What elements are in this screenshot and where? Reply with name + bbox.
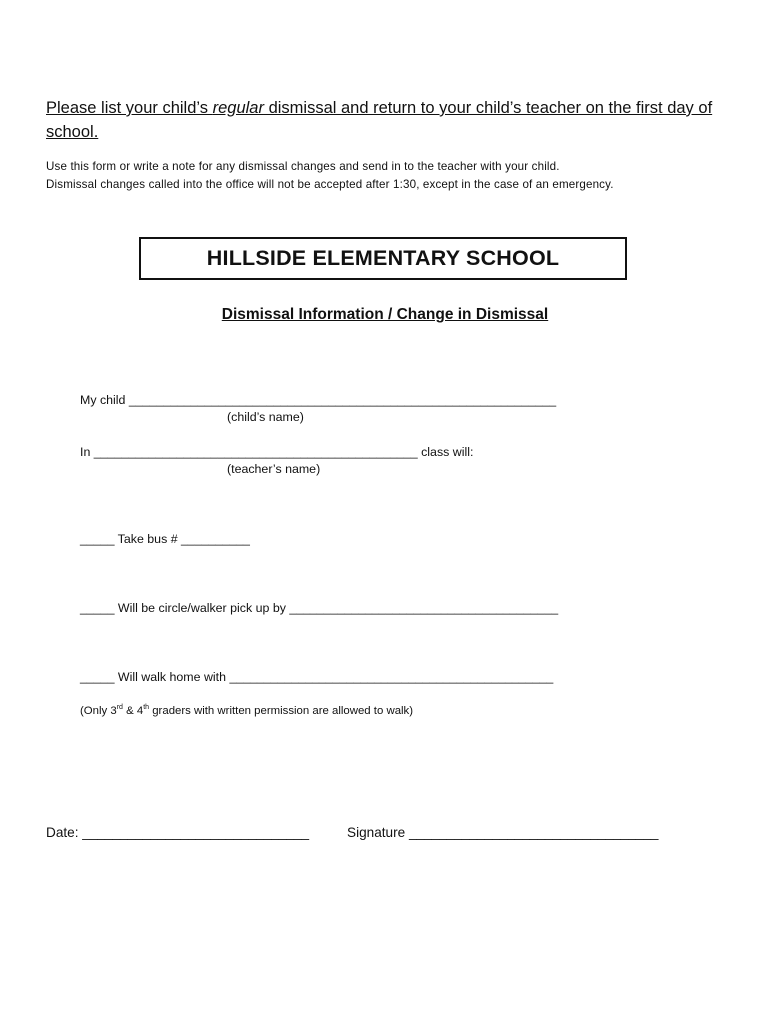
walk-option-field[interactable]: _____ Will walk home with _______________________________________________ (80, 670, 554, 684)
bus-option-field[interactable]: _____ Take bus # __________ (80, 532, 250, 546)
intro-heading-end: dismissal and return to your child’s teacher on the first day of school. (46, 99, 713, 141)
teacher-name-hint: (teacher’s name) (227, 462, 321, 476)
walk-note-suffix: graders with written permission are allowed to walk) (149, 705, 414, 717)
child-name-hint: (child’s name) (227, 410, 304, 424)
intro-heading (46, 96, 726, 144)
instruction-note-1: Use this form or write a note for any dismissal changes and send in to the teacher with your child. (46, 160, 560, 173)
intro-heading-start: Please list your child’s (46, 99, 213, 117)
child-name-field[interactable]: My child ______________________________________________________________ (80, 393, 557, 407)
walk-note-prefix: (Only 3 (80, 705, 117, 717)
form-title-text: Dismissal Information / Change in Dismissal (221, 306, 549, 323)
walk-permission-note (80, 705, 413, 717)
walk-note-sup-th: th (143, 704, 150, 712)
form-title (0, 306, 770, 324)
signature-field[interactable]: Signature _________________________________ (347, 825, 659, 840)
instruction-note-2: Dismissal changes called into the office will not be accepted after 1:30, except in the case of an emergency. (46, 178, 614, 191)
teacher-name-field[interactable]: In _______________________________________________ class will: (80, 445, 474, 459)
school-name: HILLSIDE ELEMENTARY SCHOOL (206, 246, 560, 270)
walk-note-mid: & 4 (122, 705, 144, 717)
school-name-box (139, 237, 627, 280)
walk-note-sup-rd: rd (116, 704, 123, 712)
pickup-option-field[interactable]: _____ Will be circle/walker pick up by _______________________________________ (80, 601, 559, 615)
intro-heading-emphasis: regular (212, 99, 264, 117)
date-field[interactable]: Date: ______________________________ (46, 825, 310, 840)
